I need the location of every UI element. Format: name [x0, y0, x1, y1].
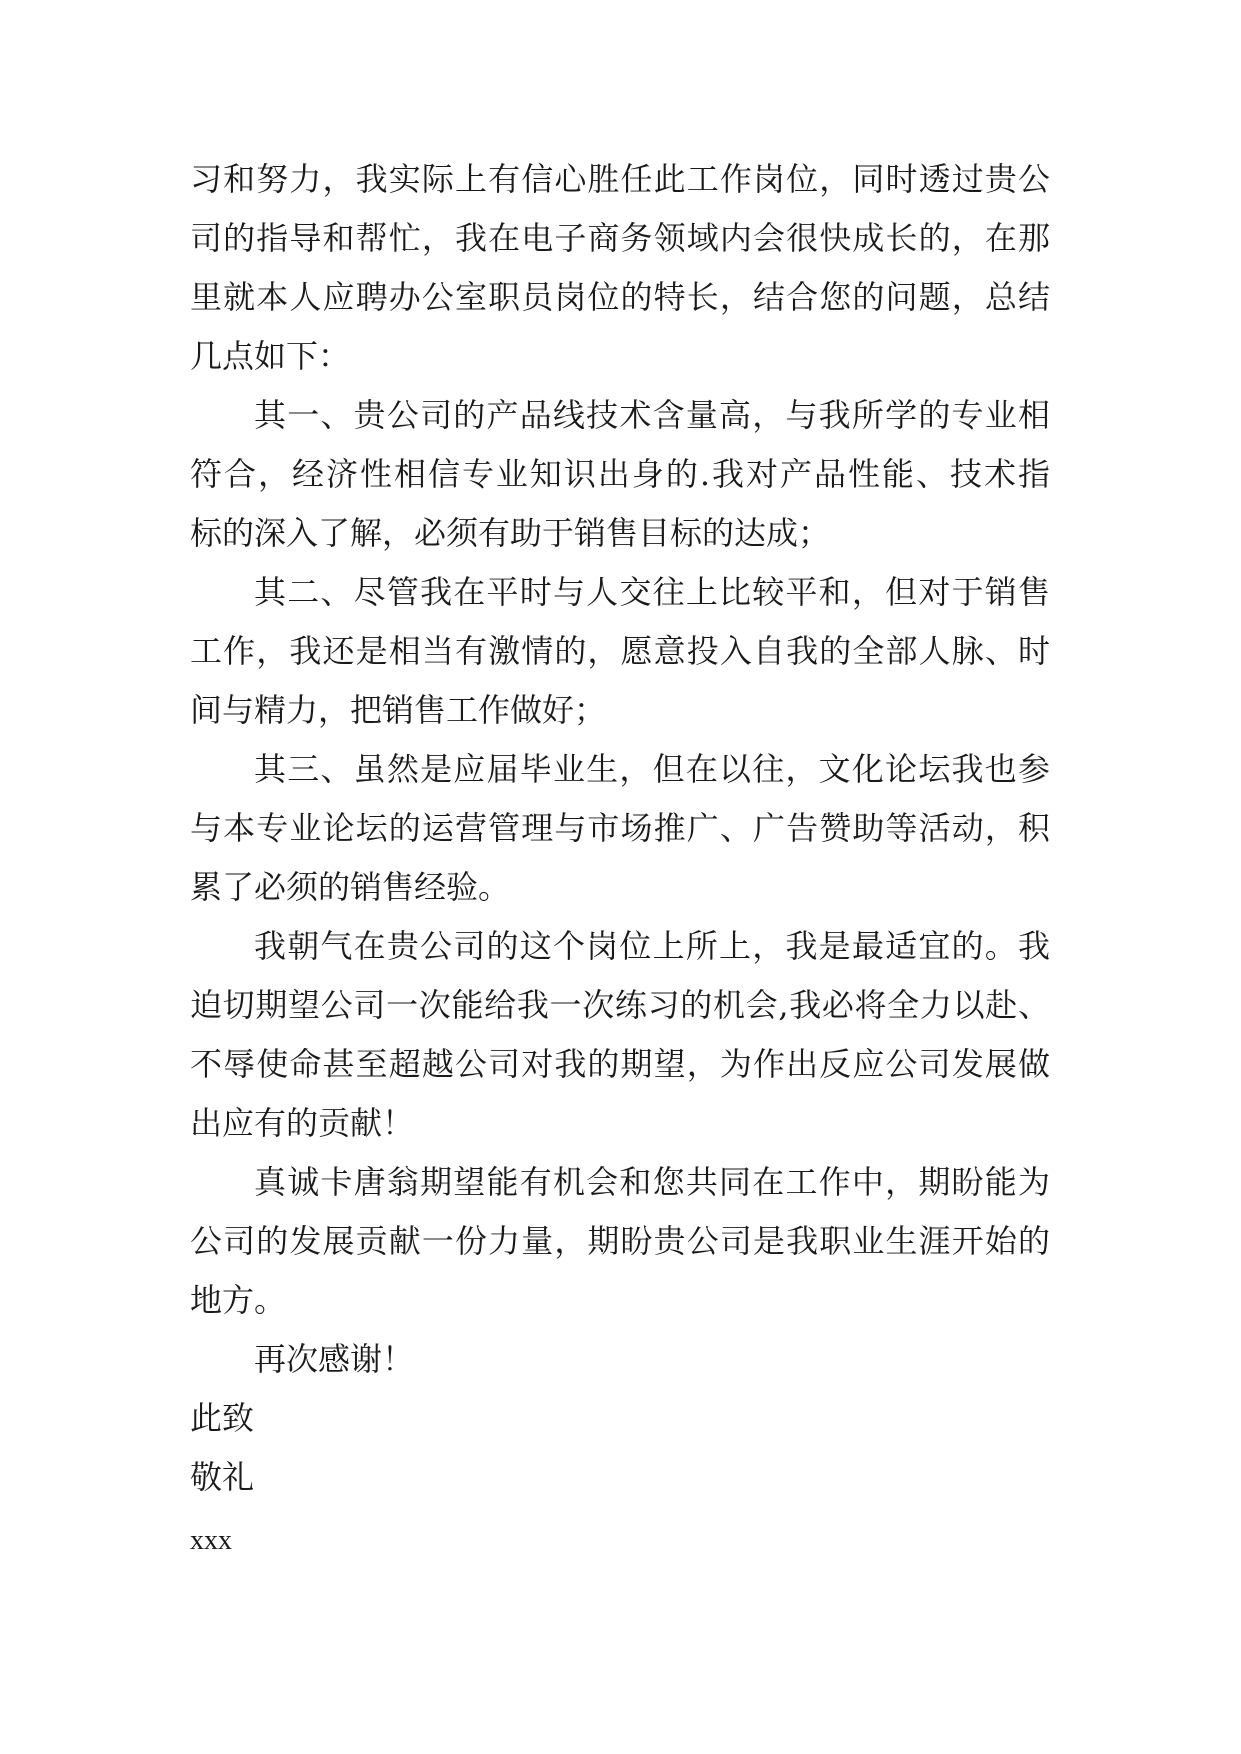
text-line: 其一、贵公司的产品线技术含量高，与我所学的专业相 [254, 396, 1050, 434]
text-line: 地方。 [190, 1281, 287, 1319]
text-line: 其二、尽管我在平时与人交往上比较平和，但对于销售 [254, 573, 1050, 611]
text-line: 几点如下： [190, 337, 351, 375]
text-line: 间与精力，把销售工作做好； [190, 691, 607, 729]
signature: xxx [190, 1525, 232, 1556]
text-line: 不辱使命甚至超越公司对我的期望，为作出反应公司发展做 [190, 1045, 1050, 1083]
text-line: 其三、虽然是应届毕业生，但在以往，文化论坛我也参 [254, 750, 1050, 788]
text-line: 与本专业论坛的运营管理与市场推广、广告赞助等活动，积 [190, 809, 1050, 847]
paragraph-point-two [190, 563, 1050, 740]
paragraph-thanks [190, 1330, 1050, 1389]
text-line: 出应有的贡献！ [190, 1104, 415, 1142]
paragraph-sincere-hope [190, 1153, 1050, 1330]
paragraph-aspiration [190, 917, 1050, 1153]
text-line: 累了必须的销售经验。 [190, 868, 511, 906]
text-line: 公司的发展贡献一份力量，期盼贵公司是我职业生涯开始的 [190, 1222, 1050, 1260]
closing-salutation [190, 1389, 1050, 1507]
text-line: 再次感谢！ [254, 1340, 415, 1378]
paragraph-point-three [190, 740, 1050, 917]
paragraph-point-one [190, 386, 1050, 563]
text-line: 标的深入了解，必须有助于销售目标的达成； [190, 514, 831, 552]
text-line: 习和努力，我实际上有信心胜任此工作岗位，同时透过贵公 [190, 160, 1050, 198]
text-line: 里就本人应聘办公室职员岗位的特长，结合您的问题，总结 [190, 278, 1050, 316]
text-line: 司的指导和帮忙，我在电子商务领域内会很快成长的，在那 [190, 219, 1050, 257]
paragraph-continued [190, 150, 1050, 386]
text-line: 迫切期望公司一次能给我一次练习的机会,我必将全力以赴、 [190, 986, 1050, 1024]
letter-body [190, 150, 1050, 1570]
text-line: 工作，我还是相当有激情的，愿意投入自我的全部人脉、时 [190, 632, 1050, 670]
text-line: 真诚卡唐翁期望能有机会和您共同在工作中，期盼能为 [254, 1163, 1050, 1201]
text-line: 我朝气在贵公司的这个岗位上所上，我是最适宜的。我 [254, 927, 1050, 965]
text-line: 符合，经济性相信专业知识出身的.我对产品性能、技术指 [190, 455, 1050, 493]
closing-line: 敬礼 [190, 1458, 255, 1496]
closing-line: 此致 [190, 1399, 255, 1437]
